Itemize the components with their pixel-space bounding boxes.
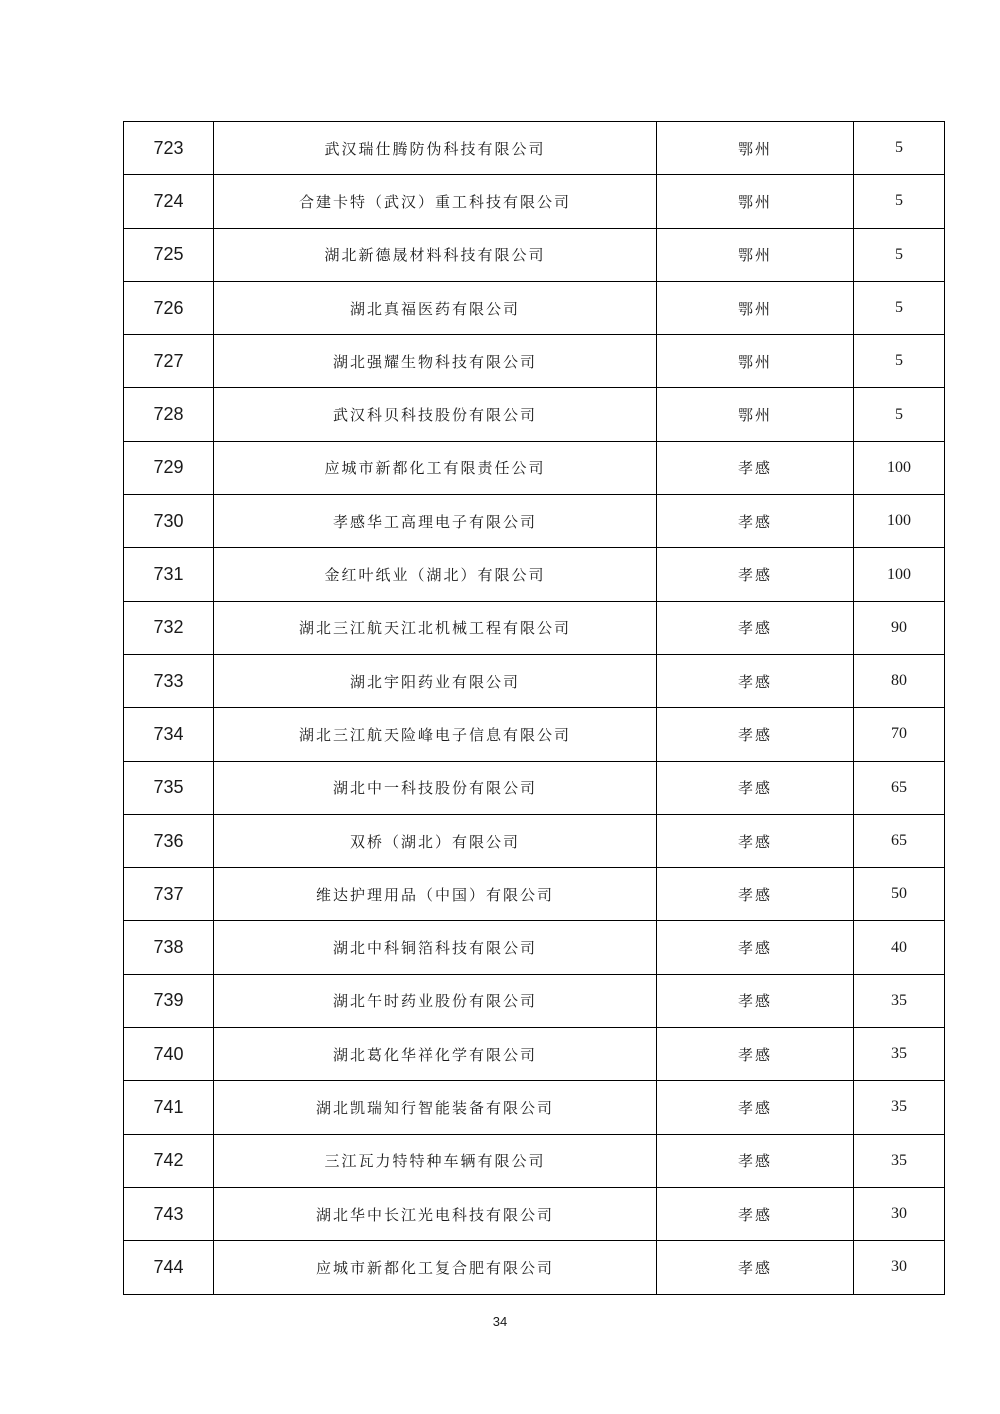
company-name-cell: 三江瓦力特特种车辆有限公司 bbox=[214, 1134, 657, 1187]
row-number-cell: 723 bbox=[124, 122, 214, 175]
table-row bbox=[124, 761, 945, 814]
value-cell: 5 bbox=[854, 175, 945, 228]
company-name-cell: 湖北午时药业股份有限公司 bbox=[214, 974, 657, 1027]
company-name-cell: 湖北强耀生物科技有限公司 bbox=[214, 335, 657, 388]
row-number-cell: 727 bbox=[124, 335, 214, 388]
table-row bbox=[124, 441, 945, 494]
table-row bbox=[124, 281, 945, 334]
table-row bbox=[124, 654, 945, 707]
table-row bbox=[124, 974, 945, 1027]
company-name-cell: 湖北三江航天险峰电子信息有限公司 bbox=[214, 708, 657, 761]
page-number: 34 bbox=[492, 1314, 508, 1329]
table-row bbox=[124, 1187, 945, 1240]
city-cell: 孝感 bbox=[657, 654, 854, 707]
table-row bbox=[124, 122, 945, 175]
company-name-cell: 湖北三江航天江北机械工程有限公司 bbox=[214, 601, 657, 654]
city-cell: 孝感 bbox=[657, 441, 854, 494]
row-number-cell: 730 bbox=[124, 495, 214, 548]
table-row bbox=[124, 335, 945, 388]
company-name-cell: 湖北葛化华祥化学有限公司 bbox=[214, 1028, 657, 1081]
row-number-cell: 729 bbox=[124, 441, 214, 494]
value-cell: 70 bbox=[854, 708, 945, 761]
city-cell: 孝感 bbox=[657, 814, 854, 867]
value-cell: 5 bbox=[854, 122, 945, 175]
row-number-cell: 739 bbox=[124, 974, 214, 1027]
value-cell: 50 bbox=[854, 868, 945, 921]
company-name-cell: 武汉科贝科技股份有限公司 bbox=[214, 388, 657, 441]
city-cell: 孝感 bbox=[657, 1187, 854, 1240]
table-row bbox=[124, 495, 945, 548]
value-cell: 35 bbox=[854, 1028, 945, 1081]
value-cell: 5 bbox=[854, 388, 945, 441]
table-row bbox=[124, 1081, 945, 1134]
city-cell: 孝感 bbox=[657, 1081, 854, 1134]
row-number-cell: 744 bbox=[124, 1241, 214, 1294]
company-name-cell: 维达护理用品（中国）有限公司 bbox=[214, 868, 657, 921]
table-row bbox=[124, 175, 945, 228]
city-cell: 孝感 bbox=[657, 1134, 854, 1187]
company-name-cell: 湖北中一科技股份有限公司 bbox=[214, 761, 657, 814]
table-row bbox=[124, 868, 945, 921]
company-name-cell: 双桥（湖北）有限公司 bbox=[214, 814, 657, 867]
table-row bbox=[124, 708, 945, 761]
value-cell: 35 bbox=[854, 1081, 945, 1134]
table-row bbox=[124, 388, 945, 441]
company-name-cell: 应城市新都化工有限责任公司 bbox=[214, 441, 657, 494]
company-table bbox=[123, 121, 945, 1295]
value-cell: 100 bbox=[854, 441, 945, 494]
city-cell: 孝感 bbox=[657, 495, 854, 548]
value-cell: 35 bbox=[854, 1134, 945, 1187]
row-number-cell: 724 bbox=[124, 175, 214, 228]
company-name-cell: 湖北新德晟材料科技有限公司 bbox=[214, 228, 657, 281]
table-row bbox=[124, 548, 945, 601]
company-name-cell: 孝感华工高理电子有限公司 bbox=[214, 495, 657, 548]
table-row bbox=[124, 814, 945, 867]
city-cell: 孝感 bbox=[657, 868, 854, 921]
row-number-cell: 735 bbox=[124, 761, 214, 814]
company-table-body bbox=[124, 122, 945, 1295]
value-cell: 40 bbox=[854, 921, 945, 974]
value-cell: 5 bbox=[854, 281, 945, 334]
company-name-cell: 湖北凯瑞知行智能装备有限公司 bbox=[214, 1081, 657, 1134]
row-number-cell: 740 bbox=[124, 1028, 214, 1081]
city-cell: 孝感 bbox=[657, 974, 854, 1027]
table-row bbox=[124, 601, 945, 654]
city-cell: 鄂州 bbox=[657, 228, 854, 281]
city-cell: 孝感 bbox=[657, 548, 854, 601]
row-number-cell: 741 bbox=[124, 1081, 214, 1134]
company-name-cell: 金红叶纸业（湖北）有限公司 bbox=[214, 548, 657, 601]
value-cell: 5 bbox=[854, 228, 945, 281]
city-cell: 孝感 bbox=[657, 1241, 854, 1294]
value-cell: 30 bbox=[854, 1241, 945, 1294]
value-cell: 90 bbox=[854, 601, 945, 654]
row-number-cell: 737 bbox=[124, 868, 214, 921]
row-number-cell: 736 bbox=[124, 814, 214, 867]
city-cell: 孝感 bbox=[657, 708, 854, 761]
row-number-cell: 728 bbox=[124, 388, 214, 441]
value-cell: 35 bbox=[854, 974, 945, 1027]
company-name-cell: 合建卡特（武汉）重工科技有限公司 bbox=[214, 175, 657, 228]
table-row bbox=[124, 228, 945, 281]
company-name-cell: 湖北真福医药有限公司 bbox=[214, 281, 657, 334]
city-cell: 孝感 bbox=[657, 601, 854, 654]
city-cell: 孝感 bbox=[657, 1028, 854, 1081]
company-name-cell: 湖北宇阳药业有限公司 bbox=[214, 654, 657, 707]
row-number-cell: 726 bbox=[124, 281, 214, 334]
company-name-cell: 湖北华中长江光电科技有限公司 bbox=[214, 1187, 657, 1240]
table-row bbox=[124, 1134, 945, 1187]
city-cell: 鄂州 bbox=[657, 335, 854, 388]
table-row bbox=[124, 1241, 945, 1294]
company-name-cell: 应城市新都化工复合肥有限公司 bbox=[214, 1241, 657, 1294]
value-cell: 100 bbox=[854, 548, 945, 601]
value-cell: 30 bbox=[854, 1187, 945, 1240]
value-cell: 65 bbox=[854, 814, 945, 867]
city-cell: 鄂州 bbox=[657, 122, 854, 175]
company-name-cell: 武汉瑞仕腾防伪科技有限公司 bbox=[214, 122, 657, 175]
city-cell: 鄂州 bbox=[657, 388, 854, 441]
city-cell: 鄂州 bbox=[657, 281, 854, 334]
row-number-cell: 743 bbox=[124, 1187, 214, 1240]
row-number-cell: 731 bbox=[124, 548, 214, 601]
value-cell: 80 bbox=[854, 654, 945, 707]
row-number-cell: 732 bbox=[124, 601, 214, 654]
row-number-cell: 738 bbox=[124, 921, 214, 974]
company-name-cell: 湖北中科铜箔科技有限公司 bbox=[214, 921, 657, 974]
value-cell: 5 bbox=[854, 335, 945, 388]
table-row bbox=[124, 1028, 945, 1081]
value-cell: 65 bbox=[854, 761, 945, 814]
city-cell: 鄂州 bbox=[657, 175, 854, 228]
table-row bbox=[124, 921, 945, 974]
row-number-cell: 725 bbox=[124, 228, 214, 281]
row-number-cell: 734 bbox=[124, 708, 214, 761]
city-cell: 孝感 bbox=[657, 761, 854, 814]
row-number-cell: 733 bbox=[124, 654, 214, 707]
value-cell: 100 bbox=[854, 495, 945, 548]
city-cell: 孝感 bbox=[657, 921, 854, 974]
row-number-cell: 742 bbox=[124, 1134, 214, 1187]
